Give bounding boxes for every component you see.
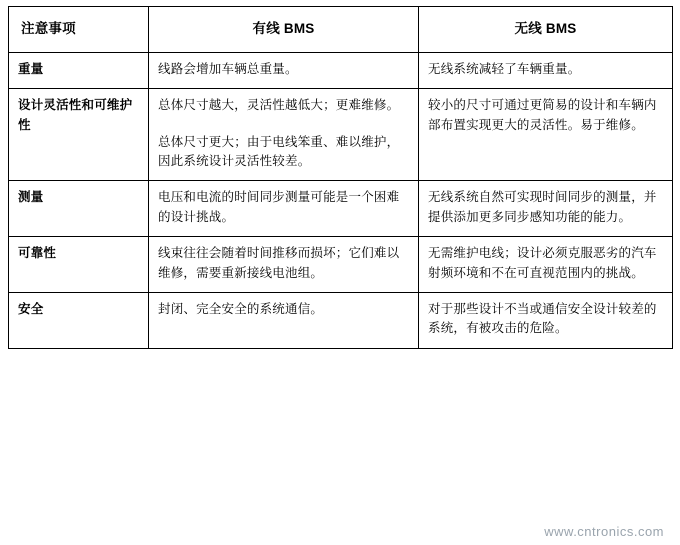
cell-paragraph: 封闭、完全安全的系统通信。 xyxy=(158,301,324,316)
cell-wireless-security xyxy=(419,292,673,348)
table-row xyxy=(9,292,673,348)
row-label-measurement: 测量 xyxy=(9,181,149,237)
cell-wireless-weight xyxy=(419,52,673,88)
cell-paragraph: 总体尺寸更大；由于电线笨重、难以维护，因此系统设计灵活性较差。 xyxy=(158,134,400,169)
row-label-weight: 重量 xyxy=(9,52,149,88)
table-row xyxy=(9,52,673,88)
cell-wired-design-flexibility xyxy=(149,89,419,181)
comparison-table-container xyxy=(8,6,672,349)
cell-paragraph: 线路会增加车辆总重量。 xyxy=(158,61,298,76)
watermark-text: www.cntronics.com xyxy=(544,524,664,539)
cell-paragraph: 对于那些设计不当或通信安全设计较差的系统，有被攻击的危险。 xyxy=(428,301,657,336)
cell-wired-reliability xyxy=(149,237,419,293)
cell-paragraph: 无需维护电线；设计必须克服恶劣的汽车射频环境和不在可直视范围内的挑战。 xyxy=(428,246,657,280)
cell-wired-security xyxy=(149,292,419,348)
row-label-reliability: 可靠性 xyxy=(9,237,149,293)
table-row xyxy=(9,181,673,237)
column-header-wired-bms: 有线 BMS xyxy=(149,7,419,53)
table-row xyxy=(9,237,673,293)
cell-wireless-measurement xyxy=(419,181,673,237)
column-header-wireless-bms: 无线 BMS xyxy=(419,7,673,53)
cell-wired-weight xyxy=(149,52,419,88)
table-header xyxy=(9,7,673,53)
cell-paragraph: 电压和电流的时间同步测量可能是一个困难的设计挑战。 xyxy=(158,190,400,224)
cell-wired-measurement xyxy=(149,181,419,237)
column-header-considerations: 注意事项 xyxy=(9,7,149,53)
cell-paragraph: 总体尺寸越大，灵活性越低大；更难维修。 xyxy=(158,98,400,113)
cell-paragraph: 较小的尺寸可通过更简易的设计和车辆内部布置实现更大的灵活性。易于维修。 xyxy=(428,98,657,132)
comparison-table xyxy=(8,6,673,349)
table-header-row xyxy=(9,7,673,53)
cell-wireless-reliability xyxy=(419,237,673,293)
cell-wireless-design-flexibility xyxy=(419,89,673,181)
row-label-design-flexibility: 设计灵活性和可维护性 xyxy=(9,89,149,181)
cell-paragraph: 无线系统自然可实现时间同步的测量，并提供添加更多同步感知功能的能力。 xyxy=(428,190,657,224)
table-row xyxy=(9,89,673,181)
cell-paragraph: 线束往往会随着时间推移而损坏；它们难以维修，需要重新接线电池组。 xyxy=(158,246,400,280)
table-body xyxy=(9,52,673,348)
row-label-security: 安全 xyxy=(9,292,149,348)
cell-paragraph: 无线系统减轻了车辆重量。 xyxy=(428,61,581,76)
